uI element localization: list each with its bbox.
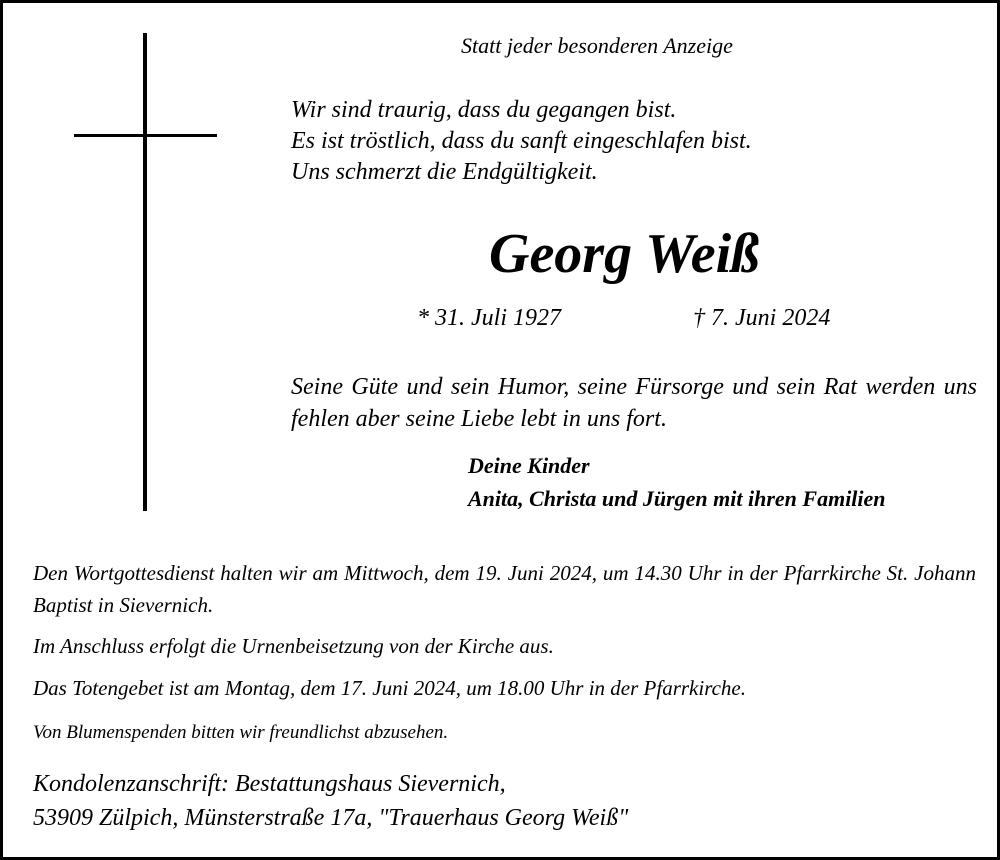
verse-line: Uns schmerzt die Endgültigkeit. (291, 159, 598, 185)
prayer-info: Das Totengebet ist am Montag, dem 17. Juni 2024, um 18.00 Uhr in der Pfarrkirche. (33, 676, 746, 700)
urn-burial-info: Im Anschluss erfolgt die Urnenbeisetzung von der Kirche aus. (33, 634, 554, 658)
death-date: † 7. Juni 2024 (693, 305, 831, 331)
tribute-text: Seine Güte und sein Humor, seine Fürsorge und sein Rat werden uns fehlen aber seine Liebe lebt in uns fort. (291, 374, 977, 432)
deceased-name: Georg Weiß (489, 223, 760, 285)
cross-icon-bar (74, 134, 217, 137)
mourners-line: Anita, Christa und Jürgen mit ihren Familien (468, 486, 886, 511)
condolence-line: Kondolenzanschrift: Bestattungshaus Sievernich, (33, 771, 506, 797)
verse-line: Es ist tröstlich, dass du sanft eingeschlafen bist. (291, 128, 752, 154)
flowers-note: Von Blumenspenden bitten wir freundlichst abzusehen. (33, 722, 449, 743)
cross-icon (143, 33, 147, 511)
memorial-verse (291, 95, 752, 188)
verse-line: Wir sind traurig, dass du gegangen bist. (291, 97, 677, 123)
notice-header: Statt jeder besonderen Anzeige (461, 33, 733, 58)
birth-date: * 31. Juli 1927 (417, 305, 561, 331)
condolence-address (33, 767, 628, 835)
mourners (468, 449, 886, 515)
mourners-line: Deine Kinder (468, 453, 590, 478)
service-info: Den Wortgottesdienst halten wir am Mittwoch, dem 19. Juni 2024, um 14.30 Uhr in der Pfarrkirche St. Johann Baptist in Sievernich. (33, 561, 976, 617)
condolence-line: 53909 Zülpich, Münsterstraße 17a, "Trauerhaus Georg Weiß" (33, 805, 629, 831)
